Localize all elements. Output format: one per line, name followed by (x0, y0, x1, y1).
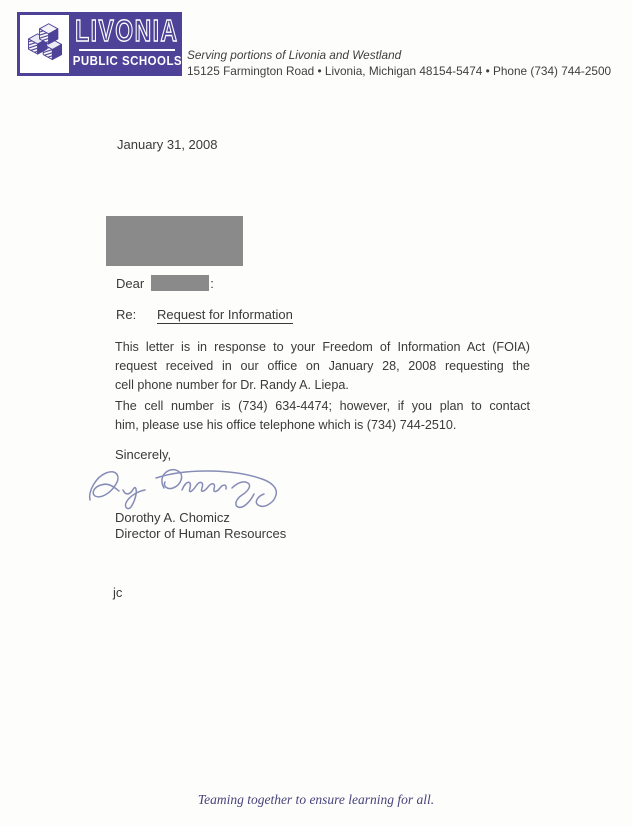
paragraph-line: him, please use his office telephone which is (734) 744-2510. (115, 418, 457, 432)
re-label: Re: (116, 307, 137, 322)
salutation-line (116, 275, 214, 291)
paragraph-line: This letter is in response to your Freedom of Information Act (FOIA) (115, 340, 530, 354)
re-subject: Request for Information (157, 307, 293, 322)
redacted-recipient-name (151, 275, 209, 291)
letterhead-tagline: Serving portions of Livonia and Westland (187, 48, 402, 62)
signer-title: Director of Human Resources (115, 526, 287, 541)
logo-name-block (72, 12, 182, 76)
letterhead-contact-block (187, 48, 611, 79)
closing-line: Sincerely, (115, 447, 172, 462)
paragraph-line: The cell number is (734) 634-4474; however, if you plan to contact (115, 399, 530, 413)
letterhead-address: 15125 Farmington Road • Livonia, Michigan 48154-5474 • Phone (734) 744-2500 (187, 64, 612, 78)
redacted-recipient-address (106, 216, 243, 266)
district-motto: Teaming together to ensure learning for all. (197, 792, 435, 807)
body-paragraph-2 (115, 397, 530, 435)
salutation-prefix: Dear (116, 276, 145, 291)
cubes-icon (22, 18, 68, 70)
logo-district-name: LIVONIA (75, 13, 179, 48)
logo-divider-rule (79, 49, 175, 51)
body-paragraph-1 (115, 338, 530, 395)
typist-initials: jc (113, 585, 123, 600)
signer-name: Dorothy A. Chomicz (115, 510, 230, 525)
signature-handwriting (86, 464, 298, 514)
salutation-suffix: : (210, 276, 214, 291)
letterhead (0, 0, 632, 100)
logo-public-schools: PUBLIC SCHOOLS (72, 54, 182, 68)
district-logo (17, 12, 182, 76)
paragraph-line: request received in our office on January 28, 2008 requesting the (115, 359, 530, 373)
letter-date: January 31, 2008 (117, 137, 218, 152)
logo-cube-box (17, 12, 72, 76)
re-line (116, 307, 293, 324)
paragraph-line: cell phone number for Dr. Randy A. Liepa. (115, 378, 349, 392)
